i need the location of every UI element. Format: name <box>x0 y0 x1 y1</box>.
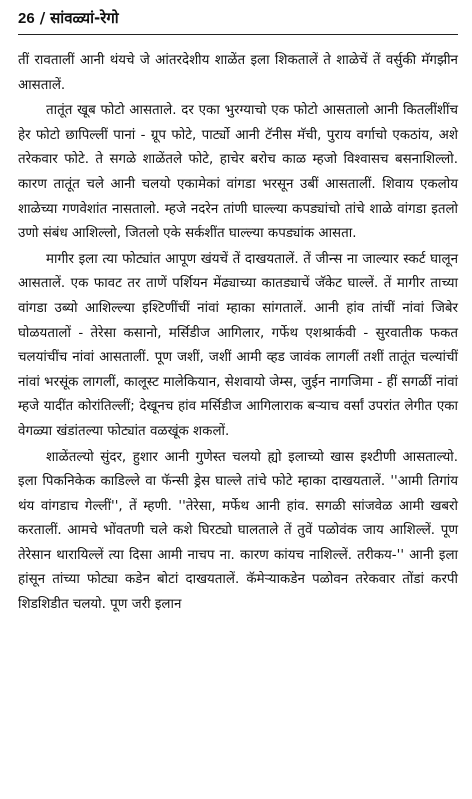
paragraph: मागीर इला त्या फोट्यांत आपूण खंयचें तें दाखयतालें. तें जीन्स ना जाल्यार स्कर्ट घालून आसतालें. एक फावट तर ताणें पर्शियन मेंढ्याच्या कातड्याचें जॅकेट घाल्लें. तें मागीर ताच्या वांगडा उब्यो आशिल्ल्या इश्टिणींचीं नांवां म्हाका सांगतालें. आनी हांव तांचीं नांवां जिबेर घोळयतालों - तेरेसा कसानो, मर्सिडीज आगिलार, गर्फेथ एशश्रार्कवी - सुरवातीक फकत चलयांचींच नांवां आसतालीं. पूण जशीं, जशीं आमी व्हड जावंक लागलीं तशीं तातूंत चल्यांचीं नांवां भरसूंक लागलीं, कालूस्ट मालेकियान, सेशवायो जेम्स, जुईन नागजिमा - हीं सगळीं नांवां म्हजे यादींत कोरांतिल्लीं; देखूनच हांव मर्सिडीज आगिलाराक बऱ्याच वर्सां उपरांत लेगीत एका वेगळ्या खंडांतल्या फोट्यांत वळखूंक शकलों. <box>18 251 458 439</box>
running-head <box>18 8 458 32</box>
book-title: सांवळ्यां-रेगो <box>50 9 119 27</box>
paragraph: शाळेंतल्यो सुंदर, हुशार आनी गुणेस्त चलयो ह्यो इलाच्यो खास इश्टीणी आसताल्यो. इला पिकनिकेक काडिल्ले वा फॅन्सी ड्रेस घाल्ले तांचे फोटे म्हाका दाखयतालें. ''आमी तिगांय थंय वांगडाच गेल्लीं'', तें म्हणी. ''तेरेसा, मर्फेथ आनी हांव. सगळी सांजवेळ आमी खबरो करतालीं. आमचे भोंवतणी चले कशे घिरट्यो घालताले तें तुवें पळोवंक जाय आशिल्लें. पूण तेरेसान थारायिल्लें त्या दिसा आमी नाचप ना. कारण कांयच नाशिल्लें. तरीकय-'' आनी इला हांसून तांच्या फोट्या कडेन बोटां दाखयतालें. कॅमेऱ्याकडेन पळोवन तरेकवार तोंडां करपी शिडशिडीत चलयो. पूण जरी इलान <box>18 449 458 613</box>
body-text <box>18 49 458 618</box>
paragraph: तातूंत खूब फोटो आसताले. दर एका भुरग्याचो एक फोटो आसतालो आनी कितलींशींच हेर फोटो छापिल्लीं पानां - ग्रूप फोटे, पार्ट्यो आनी टॅनीस मॅची, पुराय वर्गाचो एकठांय, अशे तरेकवार फोटे. ते सगळे शाळेंतले फोटे, हाचेर बरोच काळ म्हजो विश्वासच बसनाशिल्लो. कारण तातूंत चले आनी चलयो एकामेकां वांगडा भरसून उबीं आसतालीं. शिवाय एकलोय शाळेच्या गणवेशांत नासतालो. म्हजे नदरेन तांणी घाल्ल्या कपड्यांचो तांचे शाळे वांगडा इतलो उणो संबंध आशिल्लो, जितलो एके सर्कशींत घाल्ल्या कपड्यांक आसता. <box>18 103 458 242</box>
page-number: 26 <box>18 10 35 27</box>
header-rule <box>18 34 458 35</box>
paragraph: तीं रावतालीं आनी थंयचे जे आंतरदेशीय शाळेंत इला शिकतालें ते शाळेचें तें वर्सुकी मॅगझीन आसतालें. <box>18 53 458 93</box>
header-separator: / <box>39 9 46 27</box>
